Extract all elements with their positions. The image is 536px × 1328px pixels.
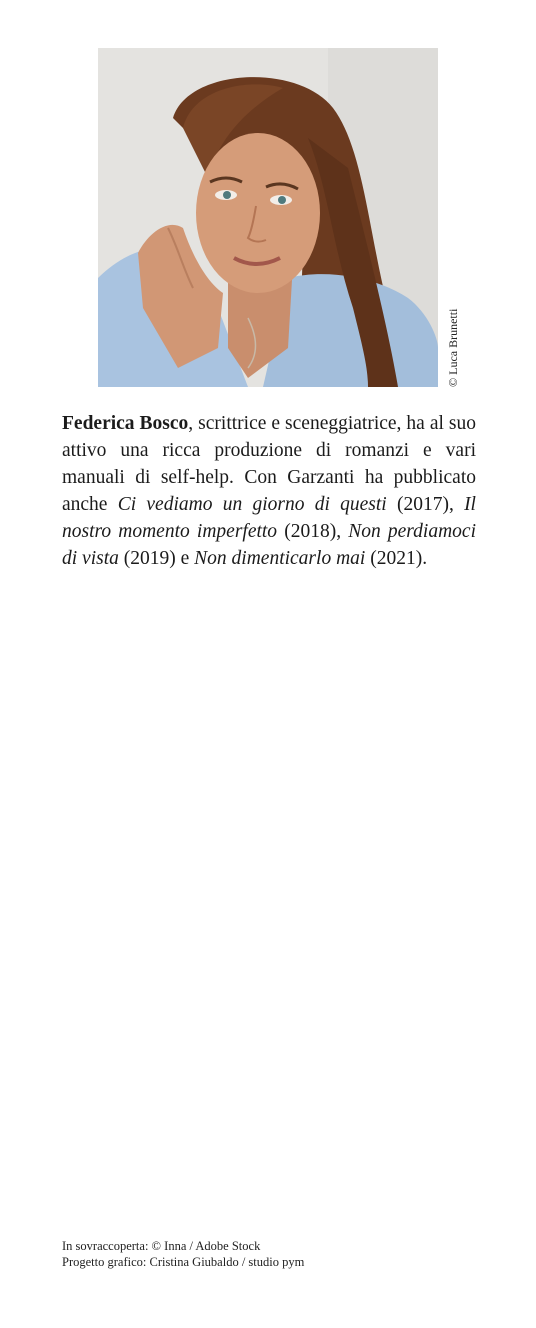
design-credit: Progetto grafico: Cristina Giubaldo / studio pym bbox=[62, 1255, 305, 1269]
bio-intro: , scrittrice e sceneggiatrice, ha al suo attivo una ricca produzione di romanzi e vari manuali di self-help. Con Garzanti ha pubblicato anche bbox=[62, 413, 476, 515]
colophon bbox=[62, 1238, 304, 1270]
bio-paragraph bbox=[62, 410, 476, 572]
book-title: Non dimenticarlo mai bbox=[194, 548, 366, 569]
book-year: (2021). bbox=[365, 548, 428, 569]
book-title: Non perdiamoci di vista bbox=[62, 521, 476, 569]
author-portrait-illustration bbox=[98, 48, 438, 387]
cover-credit: In sovraccoperta: © Inna / Adobe Stock bbox=[62, 1239, 261, 1253]
author-photo bbox=[98, 48, 438, 387]
author-bio bbox=[62, 410, 476, 572]
book-title: Il nostro momento imperfetto bbox=[62, 494, 476, 542]
photo-credit: © Luca Brunetti bbox=[446, 308, 460, 387]
book-year: (2019) e bbox=[118, 548, 195, 569]
book-year: (2018), bbox=[277, 521, 349, 542]
book-year: (2017), bbox=[386, 494, 465, 515]
author-name: Federica Bosco bbox=[62, 413, 189, 434]
book-title: Ci vediamo un giorno di questi bbox=[117, 494, 387, 515]
